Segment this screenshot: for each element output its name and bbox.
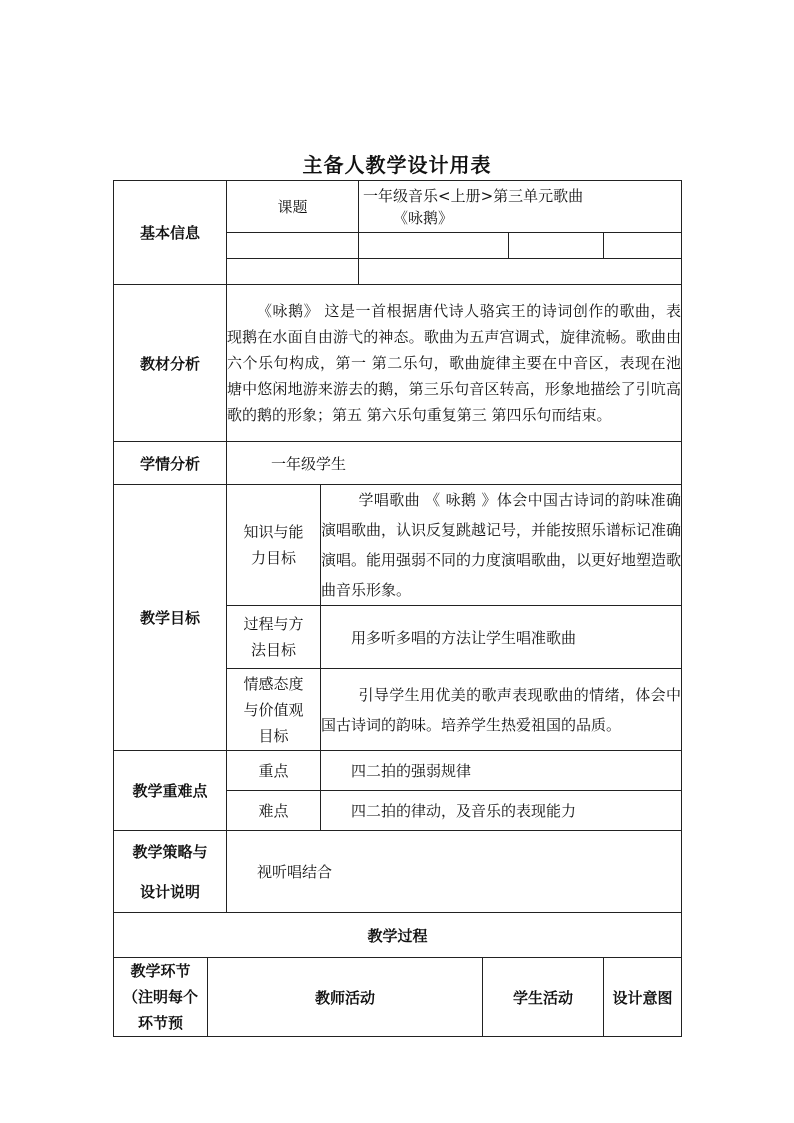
stage-label: 教学环节（注明每个环节预 bbox=[122, 962, 198, 1032]
blank-cell bbox=[359, 233, 509, 259]
difficult-text: 四二拍的律动，及音乐的表现能力 bbox=[321, 791, 682, 831]
blank-cell bbox=[604, 233, 682, 259]
objective-text: 用多听多唱的方法让学生唱准歌曲 bbox=[321, 606, 682, 669]
material-text: 《咏鹅》 这是一首根据唐代诗人骆宾王的诗词创作的歌曲，表现鹅在水面自由游弋的神态。歌曲为五声宫调式，旋律流畅。歌曲由六个乐句构成，第一 第二乐句，歌曲旋律主要在中音区，表现在池塘中悠闲地游来游去的鹅，第三乐句音区转高，形象地描绘了引吭高歌的鹅的形象；第五 第六乐句重复第三 第四乐句而结束。 bbox=[227, 285, 682, 442]
lesson-plan-table bbox=[113, 180, 682, 1037]
key-points-label: 教学重难点 bbox=[114, 751, 227, 831]
topic-value bbox=[359, 181, 682, 233]
objective-text: 引导学生用优美的歌声表现歌曲的情绪，体会中国古诗词的韵味。培养学生热爱祖国的品质。 bbox=[321, 669, 682, 751]
strategy-label bbox=[114, 831, 227, 913]
blank-cell bbox=[227, 259, 359, 285]
topic-label: 课题 bbox=[227, 181, 359, 233]
objective-text: 学唱歌曲 《 咏鹅 》体会中国古诗词的韵味准确演唱歌曲，认识反复跳越记号，并能按照乐谱标记准确演唱。能用强弱不同的力度演唱歌曲，以更好地塑造歌曲音乐形象。 bbox=[321, 485, 682, 606]
strategy-label-line-2: 设计说明 bbox=[140, 882, 201, 901]
important-label: 重点 bbox=[227, 751, 321, 791]
basic-info-label: 基本信息 bbox=[114, 181, 227, 285]
process-label: 教学过程 bbox=[114, 913, 682, 958]
important-text: 四二拍的强弱规律 bbox=[321, 751, 682, 791]
strategy-text: 视听唱结合 bbox=[227, 831, 682, 913]
material-label: 教材分析 bbox=[114, 285, 227, 442]
students-label: 学情分析 bbox=[114, 442, 227, 485]
strategy-label-line-1: 教学策略与 bbox=[132, 842, 208, 861]
blank-cell bbox=[509, 233, 604, 259]
objectives-label: 教学目标 bbox=[114, 485, 227, 751]
blank-cell bbox=[227, 233, 359, 259]
objective-name: 情感态度与价值观目标 bbox=[227, 669, 321, 751]
teacher-activity-header: 教师活动 bbox=[208, 958, 483, 1037]
objective-name: 过程与方法目标 bbox=[227, 606, 321, 669]
design-intent-header: 设计意图 bbox=[604, 958, 682, 1037]
topic-line-2: 《咏鹅》 bbox=[393, 208, 454, 227]
students-text: 一年级学生 bbox=[227, 442, 682, 485]
blank-cell bbox=[359, 259, 682, 285]
objective-name: 知识与能力目标 bbox=[227, 485, 321, 606]
page-title: 主备人教学设计用表 bbox=[302, 153, 492, 177]
topic-line-1: 一年级音乐<上册>第三单元歌曲 bbox=[363, 186, 584, 205]
difficult-label: 难点 bbox=[227, 791, 321, 831]
student-activity-header: 学生活动 bbox=[483, 958, 604, 1037]
stage-column-header bbox=[114, 958, 208, 1037]
